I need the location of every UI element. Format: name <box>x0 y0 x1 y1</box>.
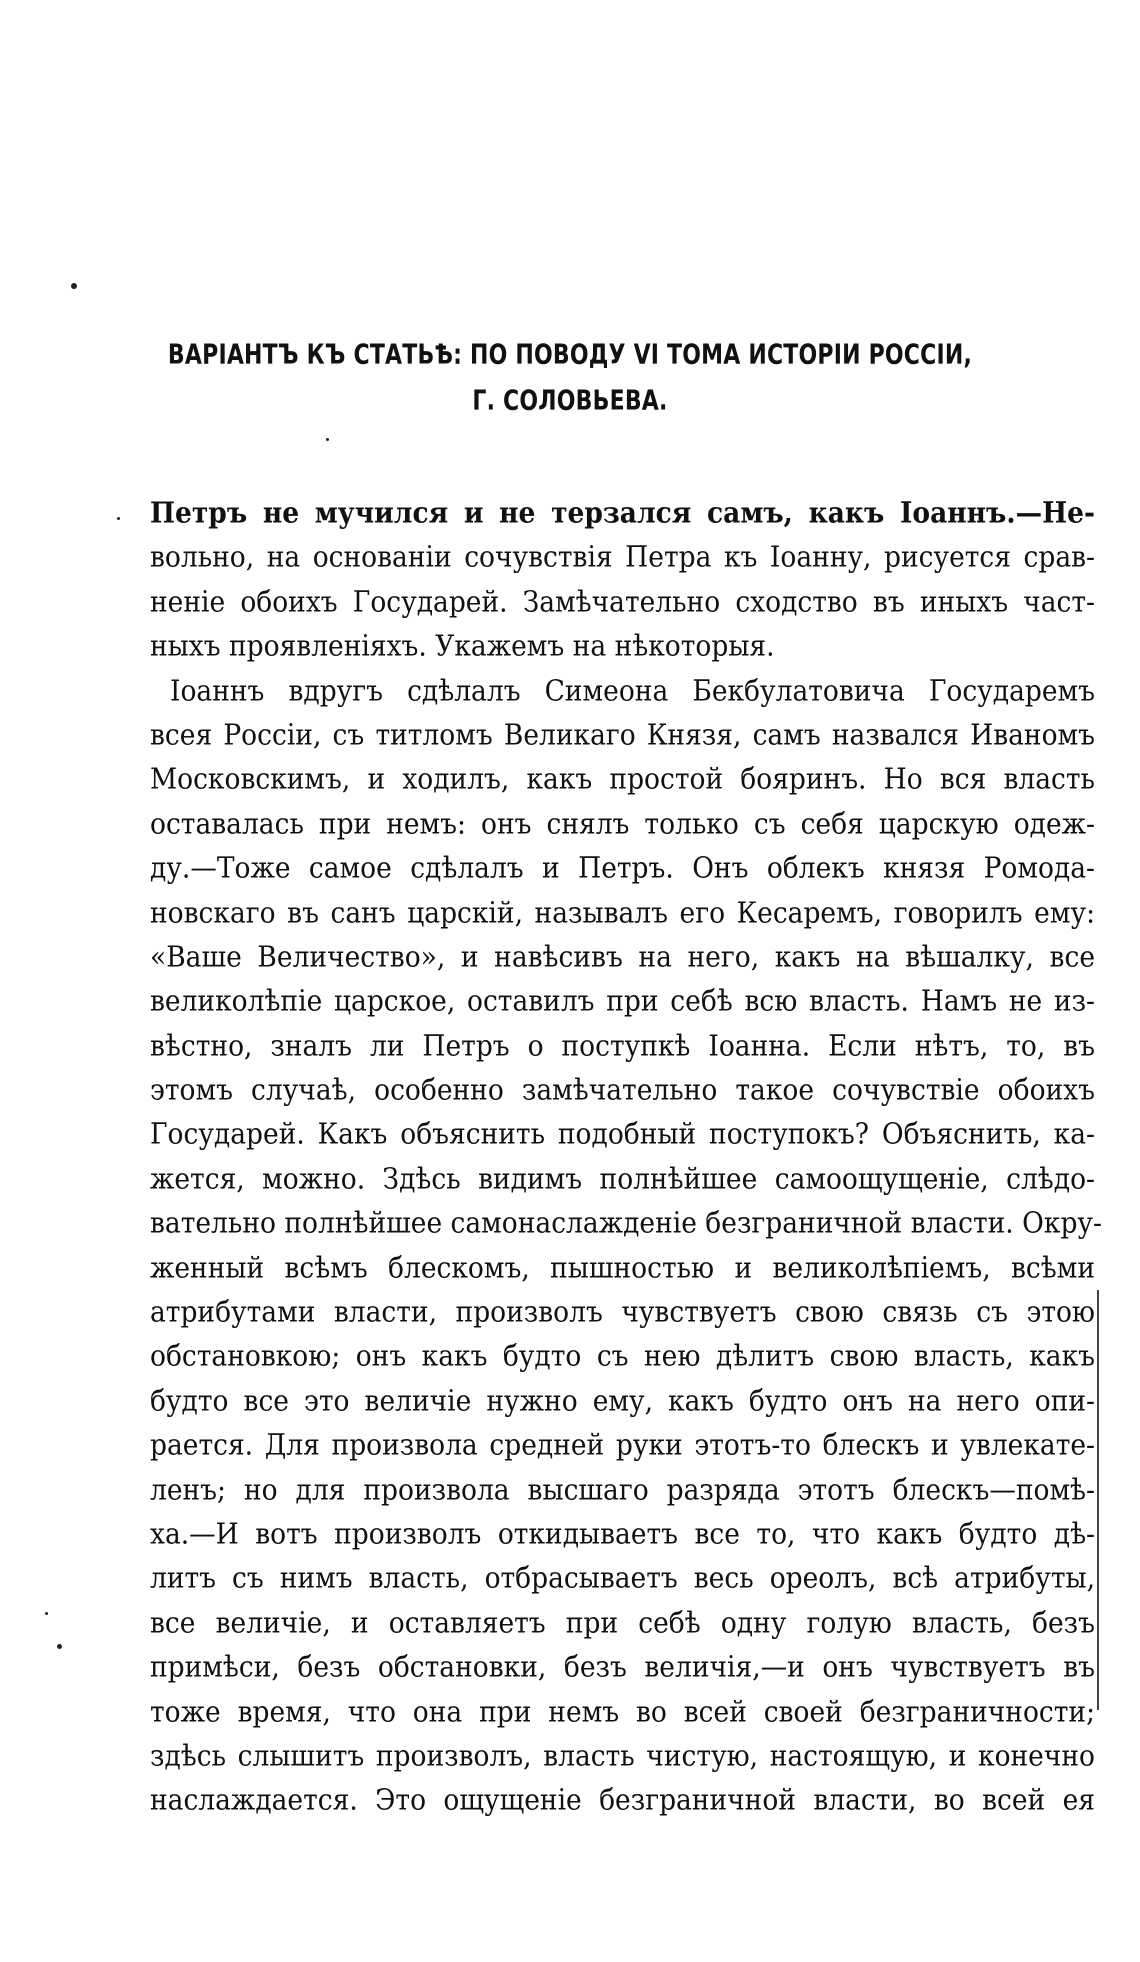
text-line: будто все это величіе нужно ему, какъ будто онъ на него опи- <box>150 1384 1095 1418</box>
text-line: ныхъ проявленіяхъ. Укажемъ на нѣкоторыя. <box>150 629 775 664</box>
text-line: Московскимъ, и ходилъ, какъ простой бояринъ. Но вся власть <box>150 763 1095 797</box>
scan-speck <box>71 283 77 289</box>
scan-speck <box>57 1644 62 1649</box>
text-line: вольно, на основаніи сочувствія Петра къ Іоанну, рисуется срав- <box>150 541 1095 575</box>
article-title-author: Г. СОЛОВЬЕВА. <box>472 385 668 418</box>
text-line: оставалась при немъ: онъ снялъ только съ себя царскую одеж- <box>150 807 1095 841</box>
text-line: примѣси, безъ обстановки, безъ величія,—и онъ чувствуетъ въ <box>150 1650 1095 1685</box>
text-line: ха.—И вотъ произволъ откидываетъ все то, что какъ будто дѣ- <box>150 1517 1095 1552</box>
text-line: жется, можно. Здѣсь видимъ полнѣйшее самоощущеніе, слѣдо- <box>150 1162 1095 1197</box>
text-line: «Ваше Величество», и навѣсивъ на него, какъ на вѣшалку, все <box>150 940 1095 975</box>
text-line: ленъ; но для произвола высшаго разряда этотъ блескъ—помѣ- <box>150 1473 1095 1507</box>
scan-speck <box>45 1612 48 1615</box>
text-line: неніе обоихъ Государей. Замѣчательно сходство въ иныхъ част- <box>150 585 1095 619</box>
margin-rule <box>1097 1290 1099 1710</box>
text-line: Іоаннъ вдругъ сдѣлалъ Симеона Бекбулатовича Государемъ <box>170 674 1095 708</box>
text-line: атрибутами власти, произволъ чувствуетъ свою связь съ этою <box>150 1295 1095 1330</box>
text-line: всея Россіи, съ титломъ Великаго Князя, самъ назвался Иваномъ <box>150 718 1095 753</box>
text-line: рается. Для произвола средней руки этотъ-то блескъ и увлекате- <box>150 1428 1095 1463</box>
text-line: новскаго въ санъ царскій, называлъ его Кесаремъ, говорилъ ему: <box>150 896 1095 930</box>
body-text <box>150 492 1102 1824</box>
article-title: ВАРІАНТЪ КЪ СТАТЬѢ: ПО ПОВОДУ VI ТОМА ИСТОРІИ РОССІИ, <box>167 339 973 372</box>
text-line: тоже время, что она при немъ во всей своей безграничности; <box>150 1695 1095 1729</box>
text-line: этомъ случаѣ, особенно замѣчательно такое сочувствіе обоихъ <box>150 1073 1095 1108</box>
text-line: женный всѣмъ блескомъ, пышностью и великолѣпіемъ, всѣми <box>150 1251 1095 1285</box>
text-line: великолѣпіе царское, оставилъ при себѣ всю власть. Намъ не из- <box>150 985 1095 1019</box>
text-line: Государей. Какъ объяснить подобный поступокъ? Объяснить, ка- <box>150 1118 1095 1152</box>
scan-speck <box>117 517 120 520</box>
text-line: литъ съ нимъ власть, отбрасываетъ весь ореолъ, всѣ атрибуты, <box>150 1562 1095 1596</box>
text-line: вательно полнѣйшее самонаслажденіе безграничной власти. Окру- <box>150 1206 1102 1241</box>
text-line: все величіе, и оставляетъ при себѣ одну голую власть, безъ <box>150 1606 1095 1640</box>
text-line: Петръ не мучился и не терзался самъ, какъ Іоаннъ.—Не- <box>150 496 1095 531</box>
text-line: обстановкою; онъ какъ будто съ нею дѣлитъ свою власть, какъ <box>150 1340 1095 1374</box>
text-line: ду.—Тоже самое сдѣлалъ и Петръ. Онъ облекъ князя Ромода- <box>150 851 1095 886</box>
text-line: вѣстно, зналъ ли Петръ о поступкѣ Іоанна. Если нѣтъ, то, въ <box>150 1029 1095 1063</box>
text-line: наслаждается. Это ощущеніе безграничной власти, во всей ея <box>150 1784 1095 1818</box>
text-line: здѣсь слышитъ произволъ, власть чистую, настоящую, и конечно <box>150 1739 1095 1774</box>
scan-speck <box>326 438 329 441</box>
